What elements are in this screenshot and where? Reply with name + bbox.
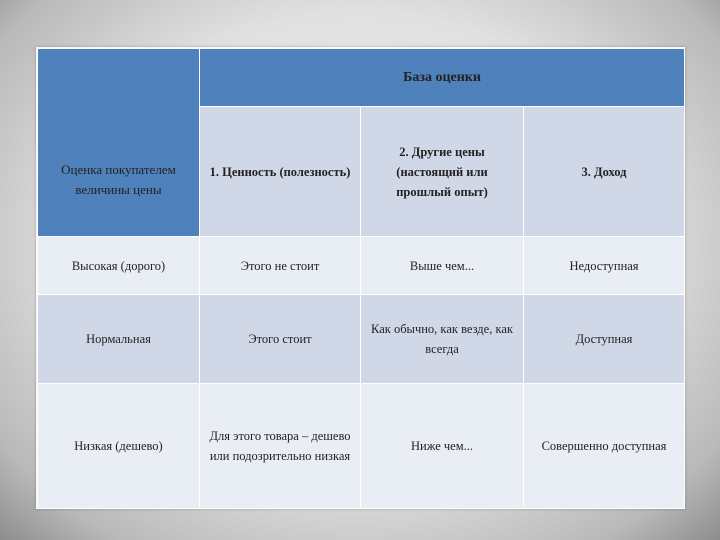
row-label-header-text: Оценка покупателем величины цены [61, 162, 176, 197]
row-label: Низкая (дешево) [38, 384, 200, 509]
column-header-value: 1. Ценность (полезность) [200, 107, 361, 237]
table-cell: Доступная [524, 295, 685, 384]
group-title-text: База оценки [403, 69, 481, 85]
table-cell: Выше чем... [361, 237, 524, 295]
table-cell: Как обычно, как везде, как всегда [361, 295, 524, 384]
row-label: Высокая (дорого) [38, 237, 200, 295]
row-label-header [38, 49, 200, 237]
row-label: Нормальная [38, 295, 200, 384]
table-cell: Ниже чем... [361, 384, 524, 509]
table-cell: Этого стоит [200, 295, 361, 384]
table-cell: Для этого товара – дешево или подозрительно низкая [200, 384, 361, 509]
table-row [38, 295, 685, 384]
group-title [200, 49, 685, 107]
column-header-other-prices: 2. Другие цены (настоящий или прошлый опыт) [361, 107, 524, 237]
price-evaluation-table [37, 48, 685, 509]
table-cell: Этого не стоит [200, 237, 361, 295]
table-row [38, 384, 685, 509]
header-row-top [38, 49, 685, 107]
column-header-income: 3. Доход [524, 107, 685, 237]
table-cell: Недоступная [524, 237, 685, 295]
table-row [38, 237, 685, 295]
table-cell: Совершенно доступная [524, 384, 685, 509]
